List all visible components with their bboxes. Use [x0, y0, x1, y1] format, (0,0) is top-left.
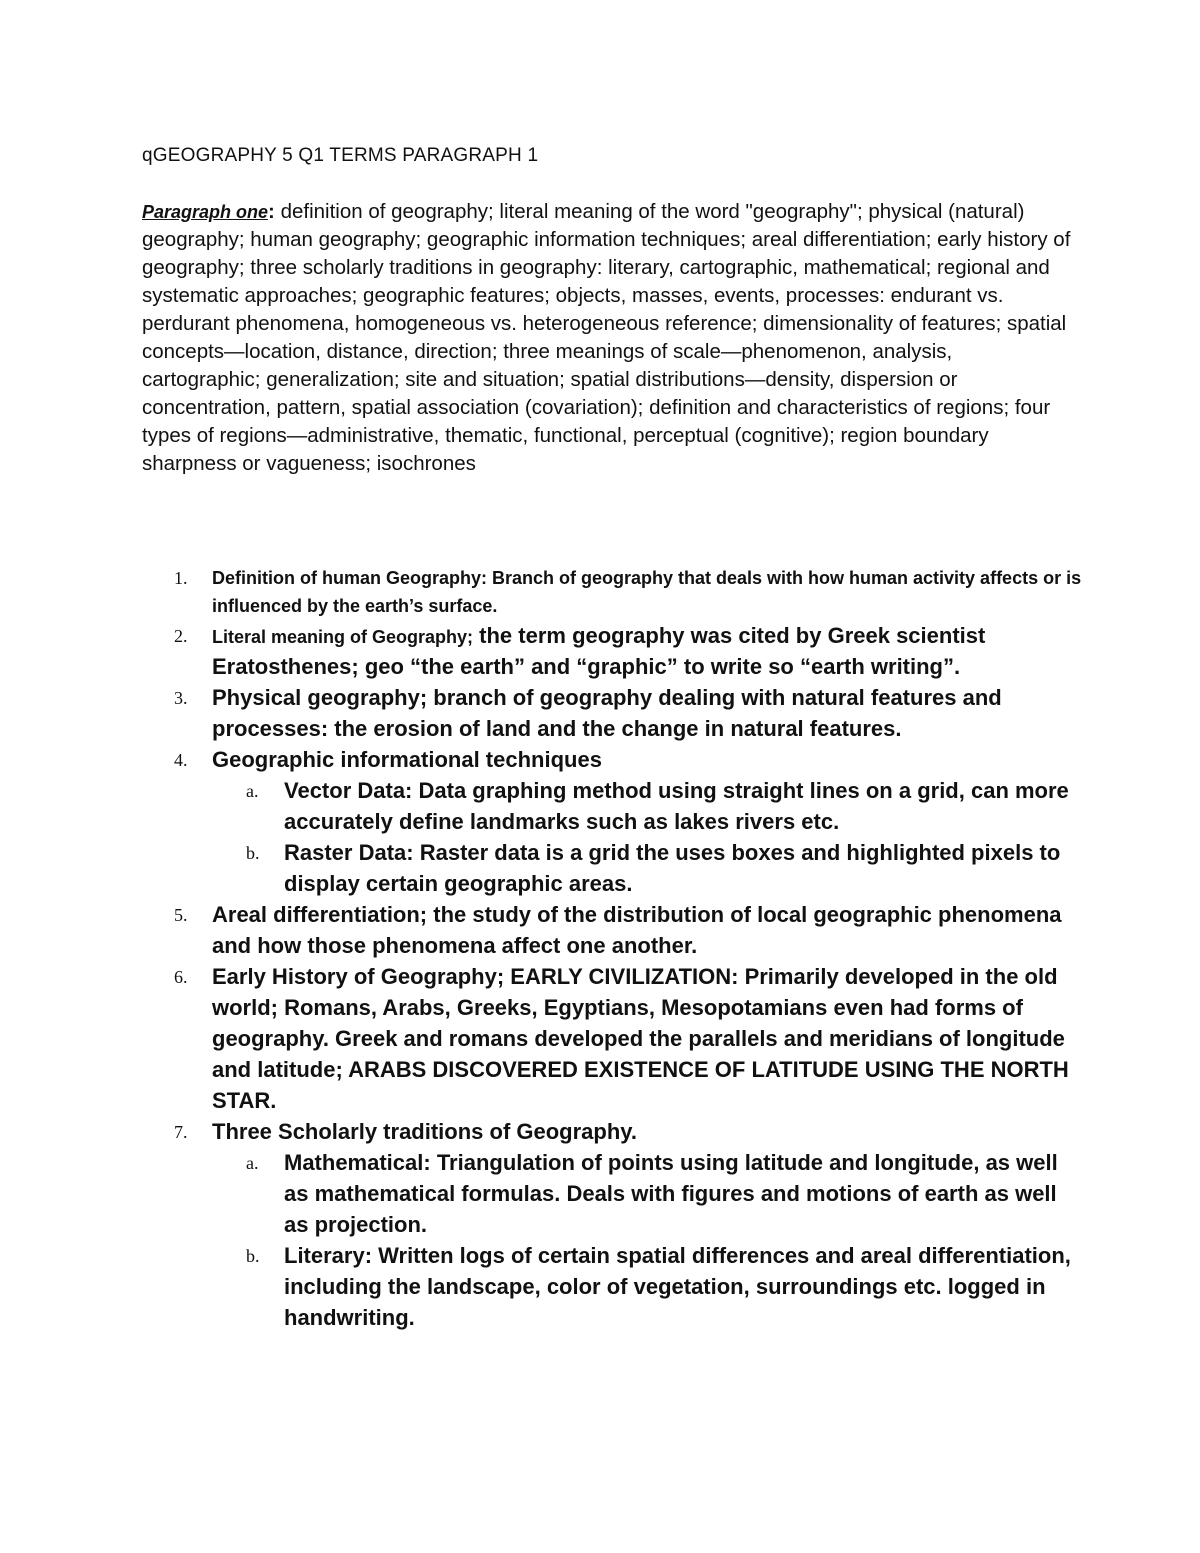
sub-item-text [284, 1240, 1074, 1333]
item-number: 4. [174, 750, 188, 770]
item-text: Early History of Geography; EARLY CIVILIZATION: Primarily developed in the old world; Romans, Arabs, Greeks, Egyptians, Mesopotamians even had forms of geography. Greek and romans developed the parallels and meridians of longitude and latitude; ARABS DISCOVERED EXISTENCE OF LATITUDE USING THE NORTH STAR. [212, 964, 1069, 1113]
item-body: the term geography was cited by Greek scientist Eratosthenes; geo “the earth” and “graphic” to write so “earth writing”. [212, 623, 986, 679]
sub-item-letter: a. [246, 781, 259, 801]
item-number: 1. [174, 568, 188, 588]
item-lead: Literal meaning of Geography; [212, 627, 474, 647]
sub-item-letter: b. [246, 843, 260, 863]
list-item [0, 564, 1082, 620]
list-item [0, 682, 1082, 744]
item-number: 5. [174, 905, 188, 925]
document-title: qGEOGRAPHY 5 Q1 TERMS PARAGRAPH 1 [142, 145, 539, 166]
sub-item-text: Raster Data: Raster data is a grid the uses boxes and highlighted pixels to display certain geographic areas. [284, 840, 1061, 896]
item-text: Three Scholarly traditions of Geography. [212, 1119, 638, 1144]
sub-item [0, 837, 1074, 899]
item-text: Geographic informational techniques [212, 747, 602, 772]
list-item [0, 744, 1082, 775]
item-text [212, 620, 1082, 682]
intro-paragraph [142, 198, 1072, 478]
list-item [0, 961, 1082, 1116]
item-number: 2. [174, 626, 188, 646]
list-item [0, 899, 1082, 961]
item-number: 7. [174, 1122, 188, 1142]
item-text: Physical geography; branch of geography dealing with natural features and processes: the erosion of land and the change in natural features. [212, 685, 1002, 741]
item-text: Areal differentiation; the study of the distribution of local geographic phenomena and how those phenomena affect one another. [212, 902, 1062, 958]
sub-item-body: Mathematical: Triangulation of points using latitude and longitude [284, 1150, 974, 1175]
item-number: 3. [174, 688, 188, 708]
sub-item-body: logs of certain spatial differences and areal differentiation, including the landscape, color of vegetation, surroundings etc. logged in handwriting. [284, 1243, 1071, 1330]
sub-item [0, 775, 1074, 837]
intro-text: definition of geography; literal meaning of the word "geography"; physical (natural) geography; human geography; geographic information techniques; areal differentiation; early history of geography; three scholarly traditions in geography: literary, cartographic, mathematical; regional and systematic approaches; geographic features; objects, masses, events, processes: endurant vs. perdurant phenomena, homogeneous vs. heterogeneous reference; dimensionality of features; spatial concepts—location, distance, direction; three meanings of scale—phenomenon, analysis, cartographic; generalization; site and situation; spatial distributions—density, dispersion or concentration, pattern, spatial association (covariation); definition and characteristics of regions; four types of regions—administrative, thematic, functional, perceptual (cognitive); region boundary sharpness or vagueness; isochrones [142, 200, 1071, 475]
sub-item [0, 1240, 1074, 1333]
sub-item-text [284, 1147, 1074, 1240]
item-text: Definition of human Geography: Branch of geography that deals with how human activity affects or is influenced by the earth’s surface. [212, 568, 1082, 616]
sub-item [0, 1147, 1074, 1240]
sub-item-bold-head: Literary: Written [284, 1243, 454, 1268]
list-item [0, 1116, 1082, 1147]
sub-item-text: Vector Data: Data graphing method using straight lines on a grid, can more accurately define landmarks such as lakes rivers etc. [284, 778, 1069, 834]
sub-item-bold-tail: , as well as mathematical formulas. Deals with figures and motions of earth as well as projection. [284, 1150, 1058, 1237]
sub-item-letter: a. [246, 1153, 259, 1173]
item-number: 6. [174, 967, 188, 987]
sub-item-letter: b. [246, 1246, 260, 1266]
terms-list [0, 560, 1200, 1333]
intro-colon: : [268, 200, 275, 223]
intro-lead: Paragraph one [142, 202, 269, 222]
list-item [0, 620, 1082, 682]
